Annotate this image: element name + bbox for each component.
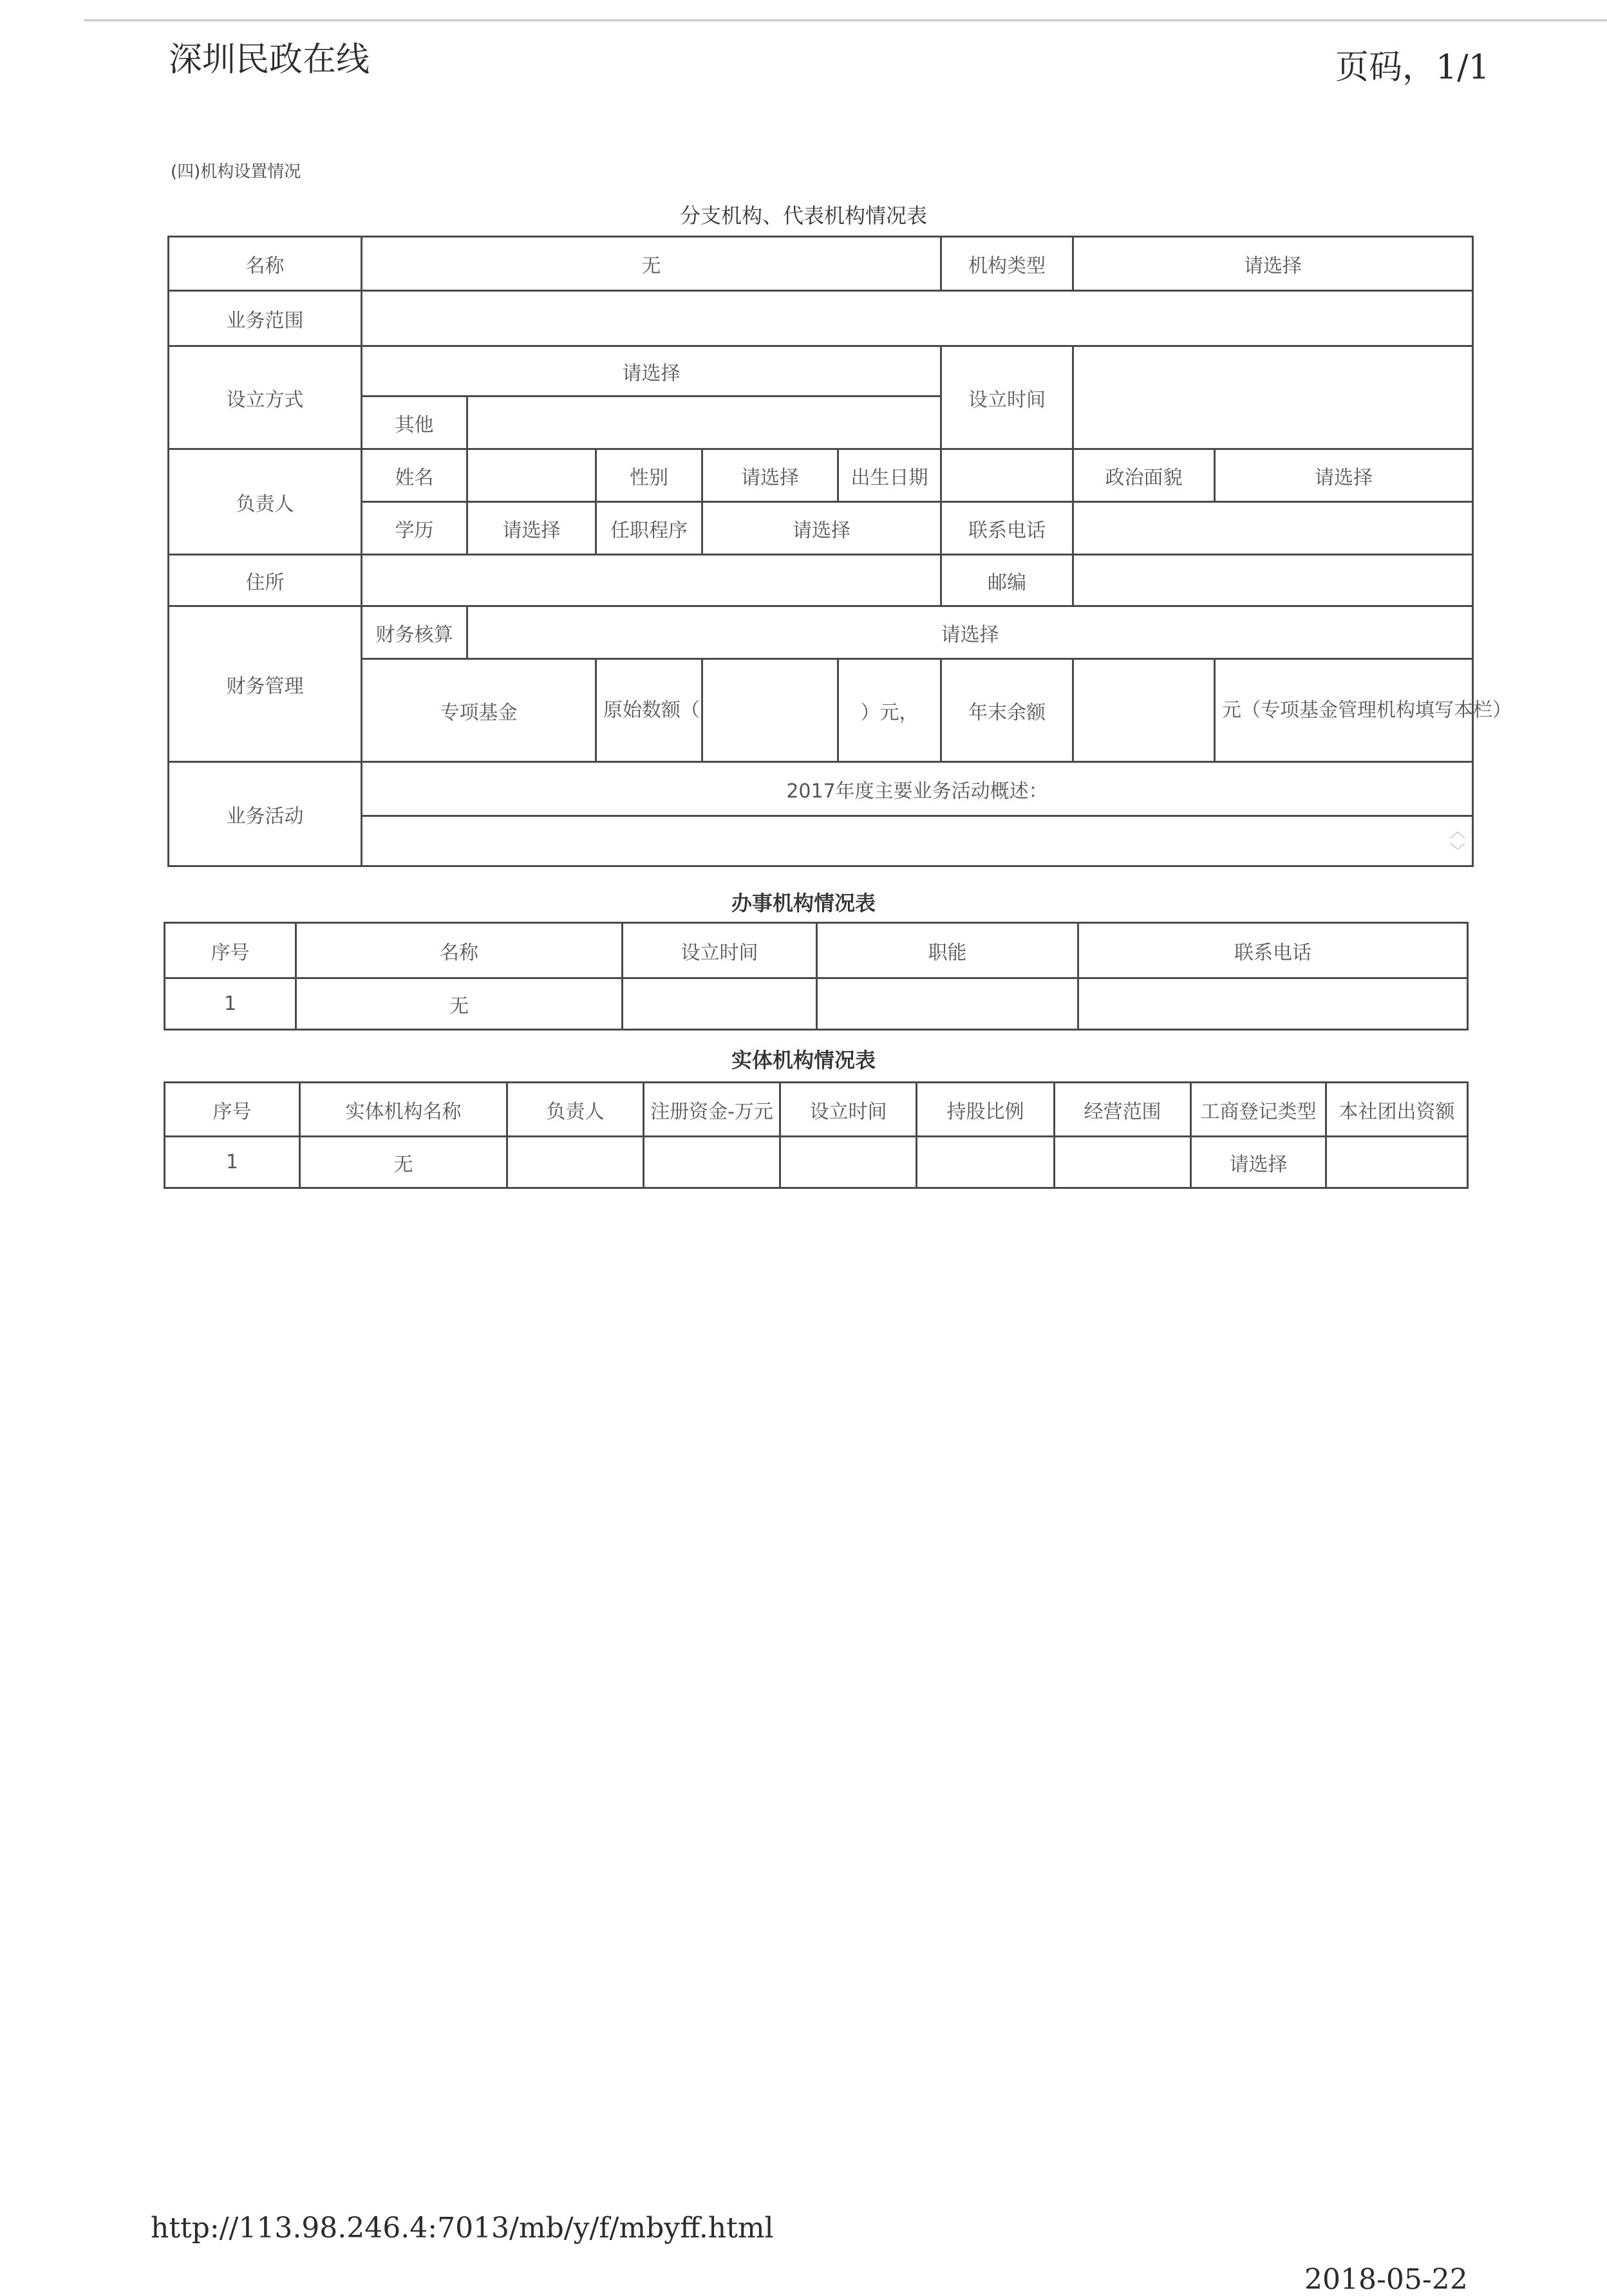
entity-row-reg-type-select[interactable]: 请选择 xyxy=(1191,1137,1326,1188)
entity-table-title: 实体机构情况表 xyxy=(731,1048,876,1072)
appoint-select[interactable]: 请选择 xyxy=(702,502,941,555)
section-title: (四)机构设置情况 xyxy=(171,162,301,182)
yuan-label: ）元， xyxy=(838,659,941,762)
activity-textarea[interactable] xyxy=(362,816,1473,866)
entity-row-name[interactable]: 无 xyxy=(300,1137,507,1188)
entity-table xyxy=(164,1081,1469,1189)
entity-header-capital: 注册资金-万元 xyxy=(644,1083,780,1137)
entity-row-capital[interactable] xyxy=(644,1137,780,1188)
footer-date: 2018-05-22 xyxy=(1304,2263,1468,2296)
entity-header-scope: 经营范围 xyxy=(1055,1083,1191,1137)
entity-header-no: 序号 xyxy=(165,1083,300,1137)
entity-row-head[interactable] xyxy=(507,1137,644,1188)
activity-label: 业务活动 xyxy=(169,762,362,866)
gender-label: 性别 xyxy=(596,449,702,502)
entity-header-share: 持股比例 xyxy=(917,1083,1055,1137)
branch-table xyxy=(167,236,1512,867)
politics-label: 政治面貌 xyxy=(1073,449,1215,502)
address-field[interactable] xyxy=(362,555,941,606)
name-field[interactable]: 无 xyxy=(362,237,941,291)
office-row-function[interactable] xyxy=(817,978,1078,1030)
fund-label: 专项基金 xyxy=(362,659,596,762)
birth-field[interactable] xyxy=(941,449,1073,502)
finance-label: 财务管理 xyxy=(169,606,362,762)
site-name: 深圳民政在线 xyxy=(169,41,370,79)
head-label: 负责人 xyxy=(169,449,362,555)
other-field[interactable] xyxy=(467,397,941,449)
office-header-phone: 联系电话 xyxy=(1078,923,1468,978)
office-header-function: 职能 xyxy=(817,923,1078,978)
phone-label: 联系电话 xyxy=(941,502,1073,555)
edu-select[interactable]: 请选择 xyxy=(467,502,596,555)
entity-header-investment: 本社团出资额 xyxy=(1326,1083,1468,1137)
method-label: 设立方式 xyxy=(169,346,362,449)
office-header-name: 名称 xyxy=(296,923,623,978)
original-amount-label: 原始数额（ xyxy=(596,659,702,762)
office-header-no: 序号 xyxy=(165,923,296,978)
accounting-select[interactable]: 请选择 xyxy=(467,606,1473,659)
time-label: 设立时间 xyxy=(941,346,1073,449)
type-select[interactable]: 请选择 xyxy=(1073,237,1473,291)
yearend-label: 年末余额 xyxy=(941,659,1073,762)
entity-header-name: 实体机构名称 xyxy=(300,1083,507,1137)
office-header-time: 设立时间 xyxy=(623,923,817,978)
entity-row-time[interactable] xyxy=(780,1137,917,1188)
entity-row-scope[interactable] xyxy=(1055,1137,1191,1188)
other-label: 其他 xyxy=(362,397,467,449)
appoint-label: 任职程序 xyxy=(596,502,702,555)
scope-label: 业务范围 xyxy=(169,291,362,346)
entity-header-reg-type: 工商登记类型 xyxy=(1191,1083,1326,1137)
politics-select[interactable]: 请选择 xyxy=(1215,449,1473,502)
yearend-field[interactable] xyxy=(1073,659,1215,762)
person-name-label: 姓名 xyxy=(362,449,467,502)
gender-select[interactable]: 请选择 xyxy=(702,449,838,502)
time-field[interactable] xyxy=(1073,346,1473,449)
footer-url: http://113.98.246.4:7013/mb/y/f/mbyff.html xyxy=(151,2212,774,2245)
phone-field[interactable] xyxy=(1073,502,1473,555)
entity-header-time: 设立时间 xyxy=(780,1083,917,1137)
page-number: 页码，1/1 xyxy=(1335,48,1490,87)
fund-note: 元（专项基金管理机构填写本栏） xyxy=(1215,659,1473,762)
branch-table-title: 分支机构、代表机构情况表 xyxy=(679,203,927,228)
scan-edge xyxy=(84,19,1607,21)
office-row-phone[interactable] xyxy=(1078,978,1468,1030)
accounting-label: 财务核算 xyxy=(362,606,467,659)
entity-row-no: 1 xyxy=(165,1137,300,1188)
person-name-field[interactable] xyxy=(467,449,596,502)
postcode-label: 邮编 xyxy=(941,555,1073,606)
scope-field[interactable] xyxy=(362,291,1473,346)
activity-caption: 2017年度主要业务活动概述： xyxy=(362,762,1473,816)
scroll-arrows-icon[interactable]: ︿ ﹀ xyxy=(1450,822,1466,860)
address-label: 住所 xyxy=(169,555,362,606)
office-table-title: 办事机构情况表 xyxy=(731,891,876,915)
entity-row-share[interactable] xyxy=(917,1137,1055,1188)
name-label: 名称 xyxy=(169,237,362,291)
office-table xyxy=(164,922,1469,1031)
postcode-field[interactable] xyxy=(1073,555,1473,606)
office-row-time[interactable] xyxy=(623,978,817,1030)
edu-label: 学历 xyxy=(362,502,467,555)
type-label: 机构类型 xyxy=(941,237,1073,291)
method-select[interactable]: 请选择 xyxy=(362,346,941,397)
office-row-name[interactable]: 无 xyxy=(296,978,623,1030)
office-row-no: 1 xyxy=(165,978,296,1030)
birth-label: 出生日期 xyxy=(838,449,941,502)
entity-header-head: 负责人 xyxy=(507,1083,644,1137)
entity-row-investment[interactable] xyxy=(1326,1137,1468,1188)
original-amount-field[interactable] xyxy=(702,659,838,762)
